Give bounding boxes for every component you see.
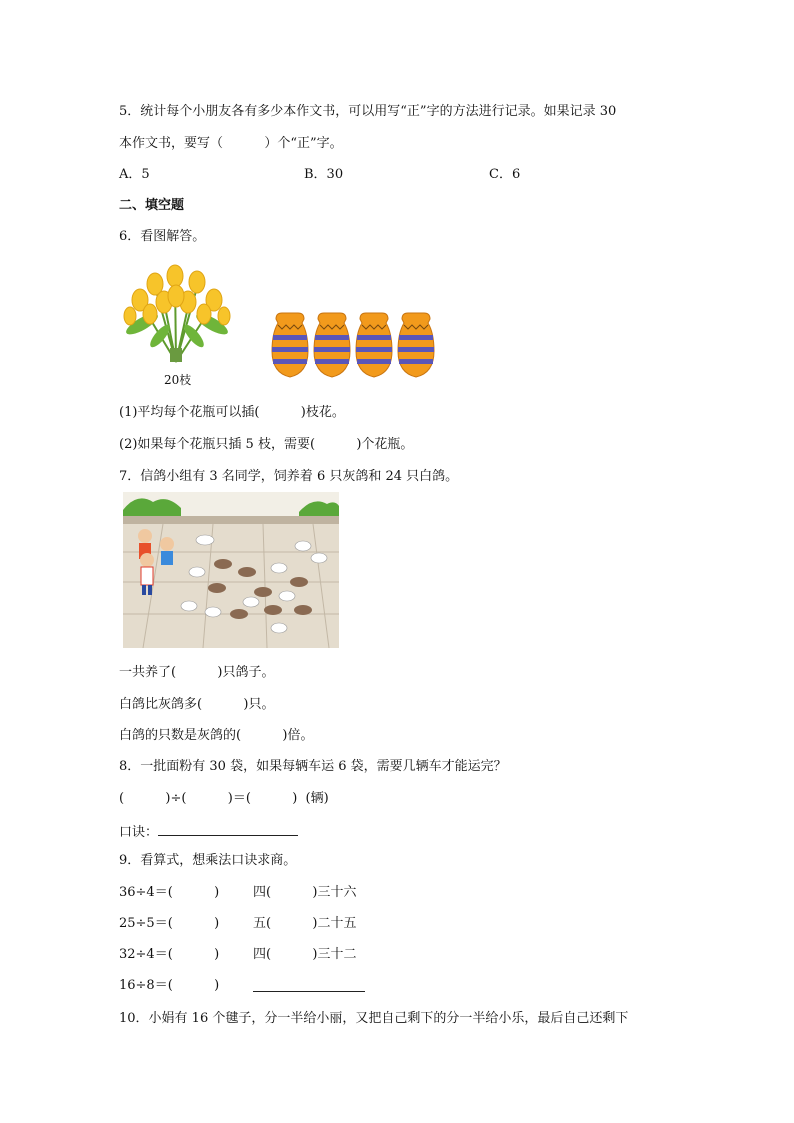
q8-title: 8．一批面粉有 30 袋，如果每辆车运 6 袋，需要几辆车才能运完？ [119,759,507,774]
q9-title: 9．看算式，想乘法口诀求商。 [119,853,297,868]
koujue-label: 口诀： [119,825,159,840]
q5-option-c[interactable]: C．6 [489,167,521,182]
rhyme-answer-line[interactable] [253,977,365,992]
q5-line1: 5．统计每个小朋友各有多少本作文书，可以用写“正”字的方法进行记录。如果记录 30 [119,104,617,119]
q5-option-a[interactable]: A．5 [119,167,150,182]
q5-line2: 本作文书，要写（ ）个“正”字。 [119,136,343,151]
q9-row-3 [119,946,219,964]
q9-row-1 [119,884,219,902]
pigeons-image [123,492,339,648]
section-title: 二、填空题 [119,198,185,213]
q7-line1: 一共养了( )只鸽子。 [119,665,275,680]
q6-title: 6．看图解答。 [119,229,206,244]
q7-title: 7．信鸽小组有 3 名同学，饲养着 6 只灰鸽和 24 只白鸽。 [119,469,459,484]
q6-sub2: (2)如果每个花瓶只插 5 枝，需要( )个花瓶。 [119,437,414,452]
q9-expr: 36÷4＝( ) [119,885,220,900]
q6-sub1: (1)平均每个花瓶可以插( )枝花。 [119,405,345,420]
q9-rhyme-4-blank[interactable] [253,977,365,998]
q9-rhyme-1: 四( )三十六 [253,885,357,900]
q10-line1: 10．小娟有 16 个毽子，分一半给小丽，又把自己剩下的分一半给小乐，最后自己还剩下 [119,1011,629,1026]
q5-option-b[interactable]: B．30 [304,167,344,182]
q9-row-2 [119,915,219,933]
q9-expr: 32÷4＝( ) [119,947,220,962]
q9-expr: 16÷8＝( ) [119,978,220,993]
q7-line2: 白鸽比灰鸽多( )只。 [119,697,275,712]
vases-image [270,310,440,380]
q8-koujue-row [119,821,298,842]
q9-expr: 25÷5＝( ) [119,916,220,931]
flower-count-label: 20枝 [164,373,192,387]
q9-rhyme-2: 五( )二十五 [253,916,357,931]
q9-rhyme-3: 四( )三十二 [253,947,357,962]
q9-row-4 [119,977,219,995]
koujue-answer-line[interactable] [158,821,298,836]
q7-line3: 白鸽的只数是灰鸽的( )倍。 [119,728,314,743]
tulip-bouquet-image [120,262,232,370]
q8-formula: ( )÷( )＝( ) (辆) [119,791,329,806]
